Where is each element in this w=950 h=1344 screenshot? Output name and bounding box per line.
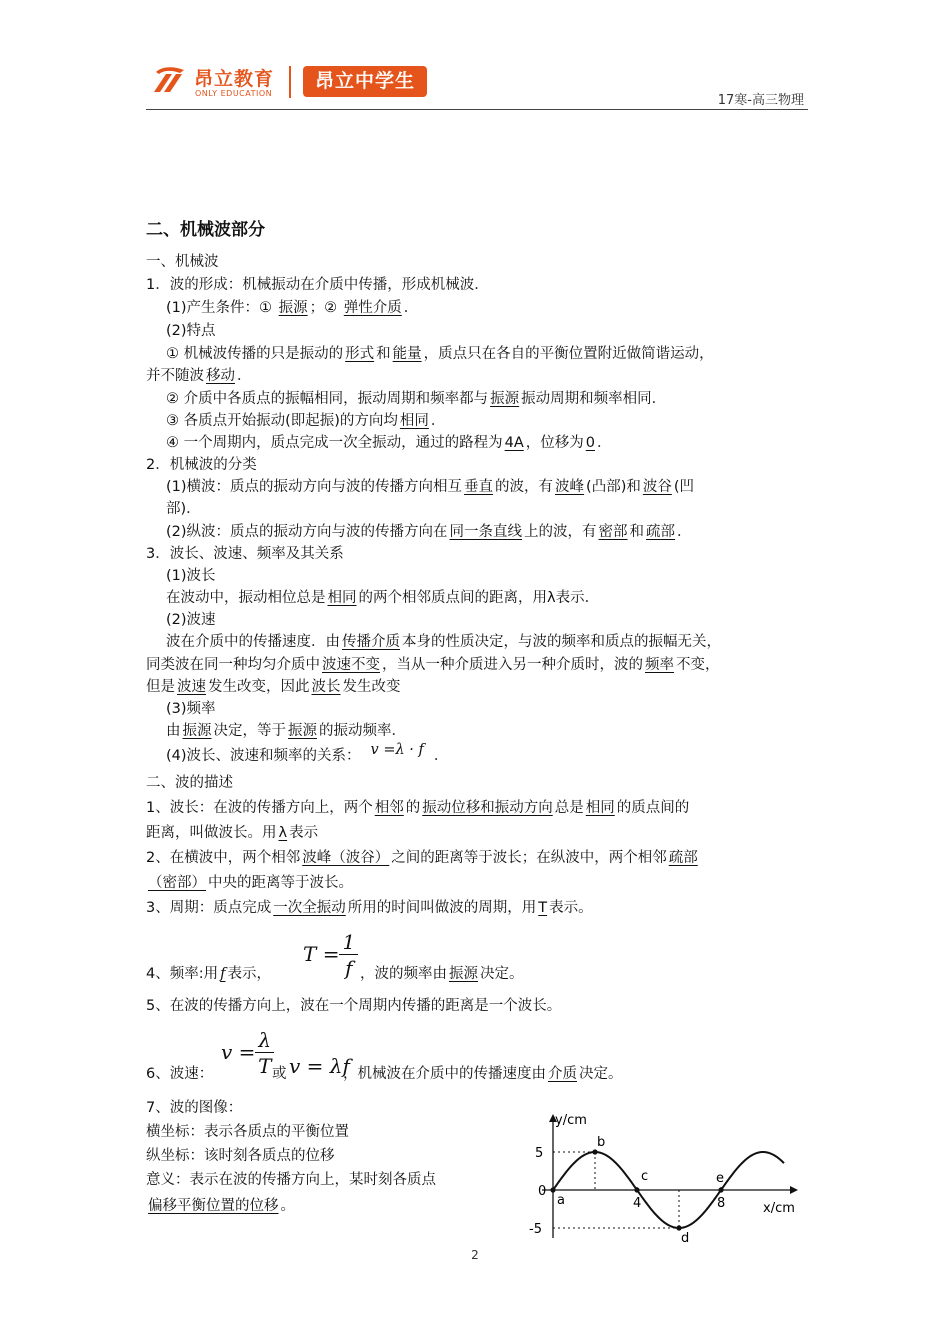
point-label: c	[641, 1169, 649, 1184]
text-line: 偏移平衡位置的位移 。	[148, 1198, 295, 1214]
wave-speed-formula-alt: v = λf	[289, 1054, 350, 1078]
point-marker	[634, 1187, 639, 1192]
part1-heading: 一、机械波	[146, 254, 219, 270]
text-line: （密部） 中央的距离等于波长。	[148, 875, 353, 891]
x-axis-arrow	[790, 1186, 798, 1194]
wave-speed-formula: v = $\frac{\lambda}{T}$	[221, 1028, 274, 1079]
logo-text: 昂立教育	[194, 68, 275, 90]
text-line: 2．机械波的分类	[146, 457, 257, 473]
text-line: 波在介质中的传播速度．由 传播介质 本身的性质决定，与波的频率和质点的振幅无关，	[166, 634, 721, 650]
point-label: e	[716, 1171, 724, 1186]
header-course-label: 17寒-高三物理	[717, 93, 804, 108]
header-rule	[146, 109, 808, 110]
logo-badge: 昂立中学生	[303, 66, 427, 97]
text-line: (4)波长、波速和频率的关系： v =λ · f ．	[166, 742, 449, 764]
text-line: 并不随波 移动 ．	[146, 368, 252, 384]
text-line: 但是 波速 发生改变，因此 波长 发生改变	[146, 679, 401, 695]
text-line: 4、频率:用 f 表示，	[146, 966, 271, 982]
period-formula: T = $\frac{1}{f}$	[303, 930, 358, 981]
wave-graph	[516, 1104, 816, 1246]
text-line: 3．波长、波速、频率及其关系	[146, 546, 344, 562]
point-marker	[676, 1225, 681, 1230]
y-axis-label: y/cm	[555, 1113, 587, 1128]
text-line: 3、周期：质点完成 一次全振动 所用的时间叫做波的周期，用 T 表示。	[146, 900, 593, 916]
text-line: (2)波速	[166, 612, 216, 628]
x-tick-label: 8	[717, 1196, 726, 1211]
text-line: 横坐标：表示各质点的平衡位置	[146, 1124, 349, 1140]
point-marker	[718, 1187, 723, 1192]
y-tick-label: 5	[535, 1146, 544, 1161]
text-line: (2)纵波：质点的振动方向与波的传播方向在 同一条直线 上的波，有 密部 和 疏部 ．	[166, 524, 692, 540]
text-line: 距离，叫做波长。用 λ 表示	[146, 825, 319, 841]
logo-subtext: ONLY EDUCATION	[195, 89, 273, 98]
text-line: 2、在横波中，两个相邻 波峰（波谷） 之间的距离等于波长；在纵波中，两个相邻 疏部	[146, 850, 698, 866]
point-label: b	[597, 1135, 606, 1150]
text-line: 6、波速：	[146, 1066, 214, 1082]
text-line: (3)频率	[166, 701, 216, 717]
text-line: ，波的频率由 振源 决定。	[360, 966, 524, 982]
text-line: (1)横波：质点的振动方向与波的传播方向相互 垂直 的波，有 波峰 (凸部)和 波谷 (凹	[166, 479, 695, 495]
text-line: 纵坐标：该时刻各质点的位移	[146, 1148, 335, 1164]
relation-formula: v =λ · f	[370, 742, 424, 758]
text-line: 由 振源 决定，等于 振源 的振动频率．	[166, 723, 406, 739]
text-line: 1、波长：在波的传播方向上，两个 相邻 的 振动位移和振动方向 总是 相同 的质点间的	[146, 800, 690, 816]
text-line: (2)特点	[166, 323, 216, 339]
logo-divider	[289, 66, 291, 98]
section-title: 二、机械波部分	[146, 220, 265, 240]
text-line: (1)波长	[166, 568, 216, 584]
x-axis-label: x/cm	[763, 1201, 795, 1216]
text-line: 5、在波的传播方向上，波在一个周期内传播的距离是一个波长。	[146, 998, 562, 1014]
point-marker	[592, 1149, 597, 1154]
point-label: d	[681, 1231, 690, 1246]
text-line: ④ 一个周期内，质点完成一次全振动，通过的路程为 4A ，位移为 0 ．	[166, 435, 612, 451]
point-marker	[550, 1187, 555, 1192]
point-label: a	[557, 1193, 565, 1208]
text-line: ① 机械波传播的只是振动的 形式 和 能量 ，质点只在各自的平衡位置附近做简谐运动，	[166, 346, 714, 362]
part2-heading: 二、波的描述	[146, 775, 233, 791]
text-line: 部)．	[166, 501, 201, 517]
text-line: (1)产生条件：① 振源 ；② 弹性介质 ．	[166, 300, 419, 316]
text-line: ② 介质中各质点的振幅相同，振动周期和频率都与 振源 振动周期和频率相同．	[166, 391, 667, 407]
text-line: 1．波的形成：机械振动在介质中传播，形成机械波．	[146, 277, 489, 293]
text-line: 7、波的图像：	[146, 1100, 243, 1116]
text-line: 同类波在同一种均匀介质中 波速不变 ，当从一种介质进入另一种介质时，波的 频率 不变，	[146, 657, 720, 673]
page-number: 2	[471, 1248, 479, 1262]
text-line: 在波动中，振动相位总是 相同 的两个相邻质点间的距离，用λ表示．	[166, 590, 600, 606]
text-line: ③ 各质点开始振动(即起振)的方向均 相同 ．	[166, 413, 446, 429]
text-line: 或	[272, 1066, 287, 1082]
x-tick-label: 4	[633, 1196, 642, 1211]
y-tick-label: 0	[538, 1184, 547, 1199]
logo-icon	[150, 64, 188, 98]
y-tick-label: -5	[529, 1222, 542, 1237]
text-line: 意义：表示在波的传播方向上，某时刻各质点	[146, 1172, 436, 1188]
text-line: ，机械波在介质中的传播速度由 介质 决定。	[343, 1066, 623, 1082]
